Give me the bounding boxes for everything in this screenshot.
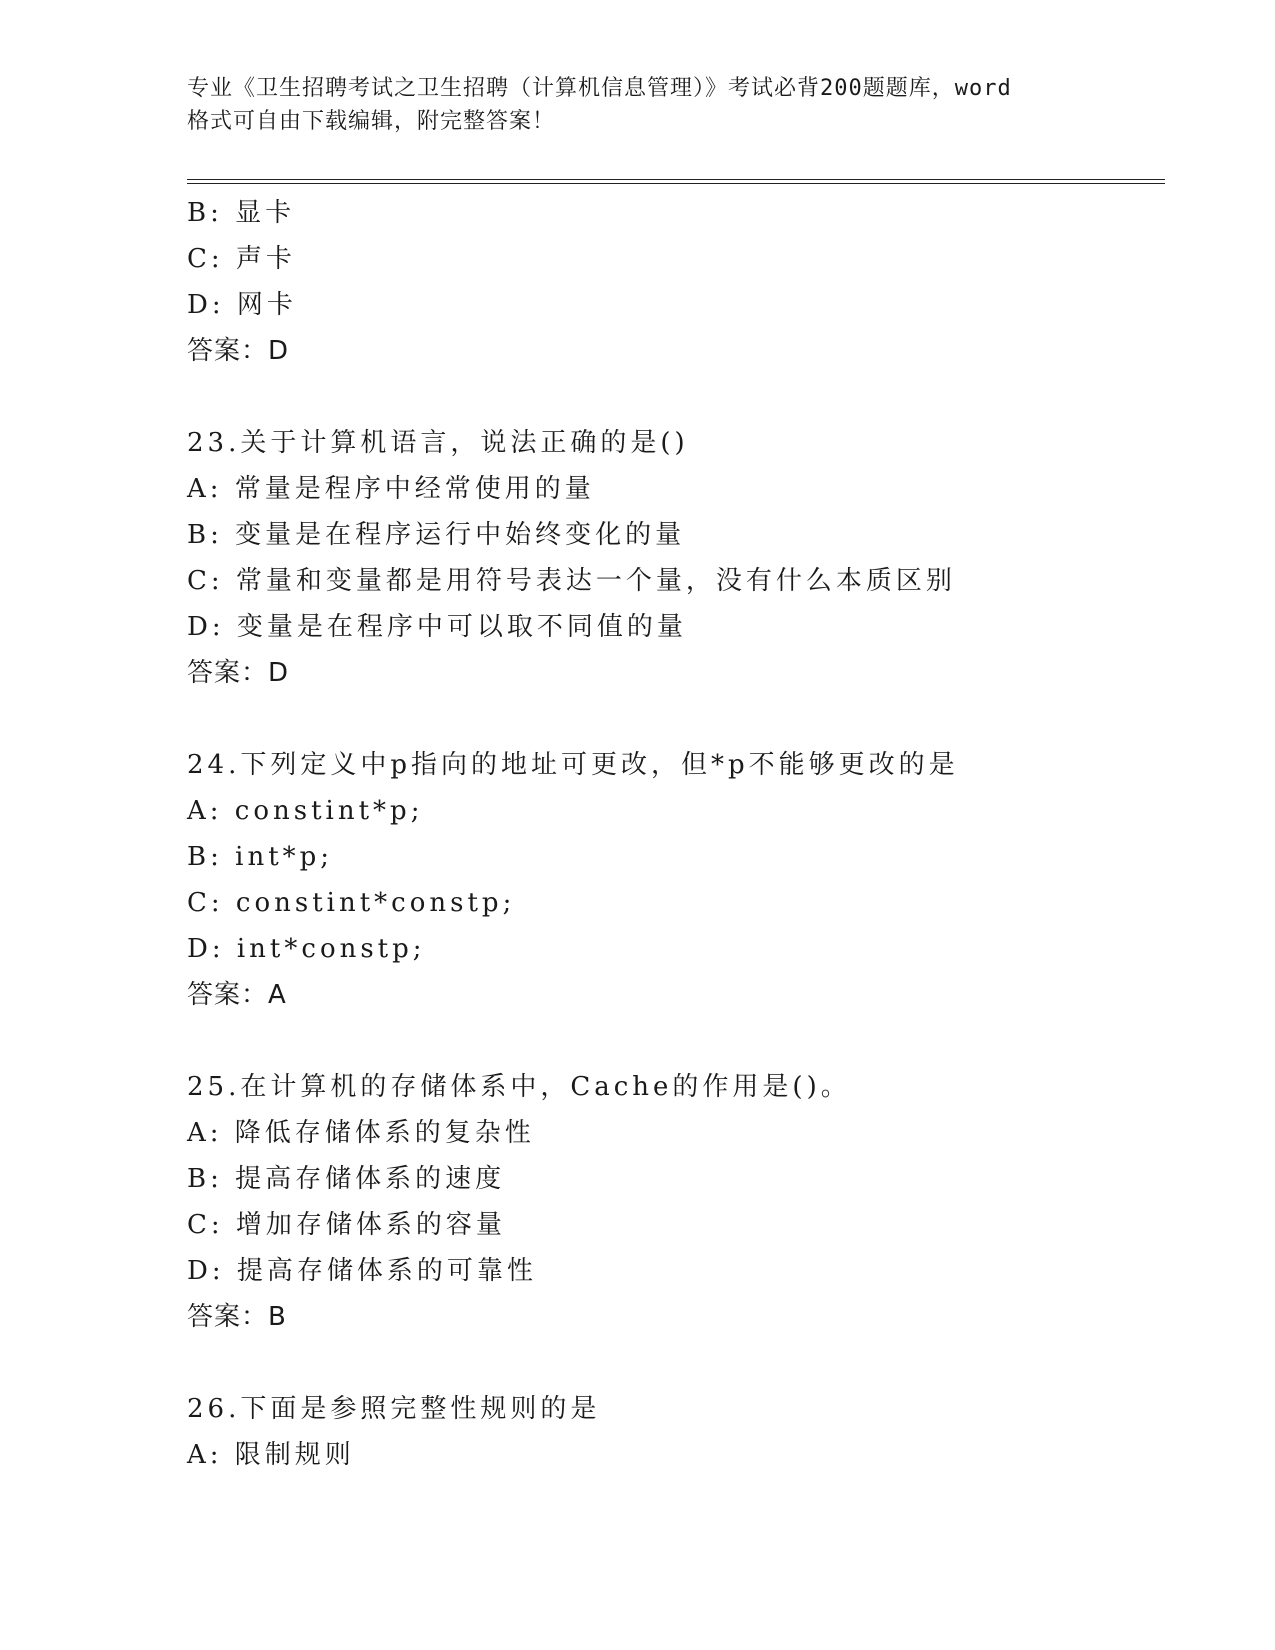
option-a: A: 常量是程序中经常使用的量 <box>187 474 595 504</box>
option-c: C: 增加存储体系的容量 <box>187 1210 506 1240</box>
spacer <box>187 1018 1167 1064</box>
spacer <box>187 374 1167 420</box>
option-b: B: 提高存储体系的速度 <box>187 1164 506 1194</box>
header-divider-top <box>187 179 1165 180</box>
option-c: C: 常量和变量都是用符号表达一个量，没有什么本质区别 <box>187 566 956 596</box>
question-list <box>187 190 1167 1478</box>
option-c: C: constint*constp; <box>187 888 516 918</box>
option-a: A: 限制规则 <box>187 1440 355 1470</box>
question-text: 24.下列定义中p指向的地址可更改，但*p不能够更改的是 <box>187 750 959 780</box>
question-text: 26.下面是参照完整性规则的是 <box>187 1394 601 1424</box>
question-text: 25.在计算机的存储体系中，Cache的作用是()。 <box>187 1072 851 1102</box>
option-d: D: 变量是在程序中可以取不同值的量 <box>187 612 687 642</box>
option-a: A: 降低存储体系的复杂性 <box>187 1118 535 1148</box>
option-b: B: int*p; <box>187 842 334 872</box>
document-header <box>187 72 1087 138</box>
header-line-2: 格式可自由下载编辑，附完整答案！ <box>187 109 556 134</box>
option-a: A: constint*p; <box>187 796 424 826</box>
option-d: D: 提高存储体系的可靠性 <box>187 1256 537 1286</box>
option-b: B: 显卡 <box>187 198 296 228</box>
spacer <box>187 696 1167 742</box>
spacer <box>187 1340 1167 1386</box>
answer: 答案：A <box>187 980 287 1010</box>
header-divider-bottom <box>187 183 1165 184</box>
answer: 答案：B <box>187 1302 287 1332</box>
question-text: 23.关于计算机语言，说法正确的是() <box>187 428 689 458</box>
header-line-1: 专业《卫生招聘考试之卫生招聘（计算机信息管理）》考试必背200题题库，word <box>187 76 1012 101</box>
option-b: B: 变量是在程序运行中始终变化的量 <box>187 520 686 550</box>
answer: 答案：D <box>187 658 290 688</box>
option-c: C: 声卡 <box>187 244 296 274</box>
answer: 答案：D <box>187 336 290 366</box>
option-d: D: int*constp; <box>187 934 426 964</box>
option-d: D: 网卡 <box>187 290 297 320</box>
